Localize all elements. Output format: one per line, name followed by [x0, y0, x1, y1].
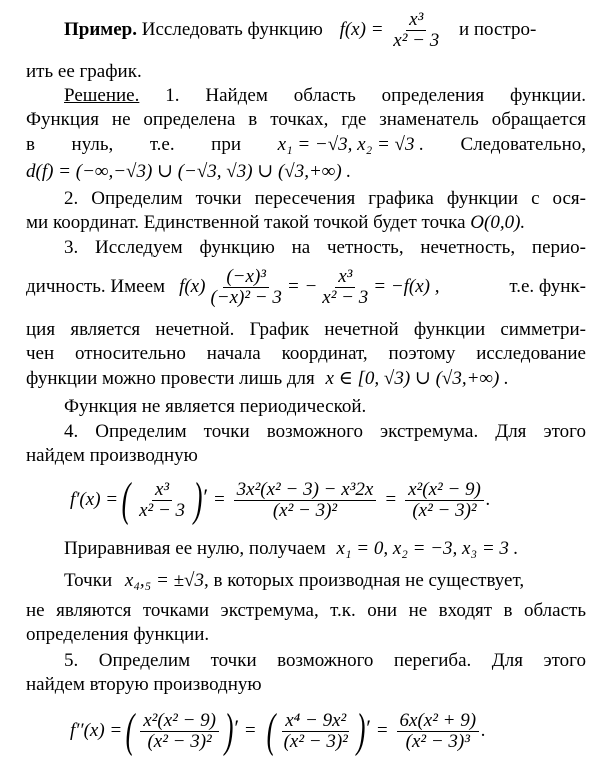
second-denominator-2: (x² − 3)²	[283, 730, 348, 752]
example-label: Пример.	[64, 18, 137, 40]
left-paren: (	[121, 473, 131, 526]
right-paren-3: )	[356, 704, 366, 757]
derivative-numerator-2: 3x²(x² − 3) − x³2x	[234, 480, 377, 501]
second-dot: .	[481, 720, 486, 741]
line-12: чен относительно начала координат, поэтому исследование	[26, 343, 586, 364]
parity-eq-minus: = −	[286, 276, 318, 297]
first-derivative-formula	[70, 470, 491, 530]
line-3-text: 1. Найдем область определения функции.	[165, 85, 586, 106]
derivative-denominator-2: (x² − 3)²	[272, 499, 338, 521]
second-derivative-lhs: f′′(x) =	[70, 720, 123, 741]
derivative-numerator-3: x²(x² − 9)	[405, 480, 484, 501]
critical-points: x₁ = 0, x₂ = −3, x₃ = 3 .	[336, 538, 519, 559]
line-18	[64, 537, 586, 561]
parity-lhs: f(x)	[179, 276, 206, 297]
second-denominator-3: (x² − 3)³	[405, 730, 470, 752]
second-eq-2: =	[375, 720, 389, 741]
second-fraction-1	[140, 711, 219, 752]
second-derivative-formula	[70, 700, 486, 762]
derivative-denominator-1: x² − 3	[139, 499, 186, 521]
second-numerator-2: x⁴ − 9x²	[282, 711, 349, 732]
fraction-denominator: x² − 3	[393, 30, 440, 51]
parity-result: = −f(x) ,	[373, 276, 440, 297]
line-5-word-a: в	[26, 134, 35, 155]
line-8-text: ми координат. Единственной такой точкой будет точка	[26, 212, 466, 233]
second-numerator-3: 6x(x² + 9)	[397, 711, 480, 732]
line-5-word-d: при	[211, 134, 242, 155]
line-14: Функция не является периодической.	[64, 396, 367, 417]
solution-label: Решение.	[64, 85, 140, 106]
line-7: 2. Определим точки пересечения графика функции с ося-	[64, 188, 586, 209]
fraction-numerator: x³	[406, 10, 426, 31]
line-5-word-c: т.е.	[149, 134, 175, 155]
derivative-fraction-3	[405, 480, 484, 521]
parity-fraction-2	[319, 267, 371, 308]
left-paren-3: (	[266, 704, 275, 757]
line-20: не являются точками экстремума, т.к. они не входят в область	[26, 600, 586, 621]
right-paren-2: )	[224, 704, 234, 757]
derivative-numerator-1: x³	[152, 480, 172, 501]
line-1	[64, 10, 586, 51]
line-9: 3. Исследуем функцию на четность, нечетность, перио-	[64, 237, 586, 258]
derivative-fraction-1	[136, 480, 188, 521]
interval-formula: x ∈ [0, √3) ∪ (√3,+∞) .	[325, 368, 509, 389]
line-13	[26, 367, 586, 391]
left-paren-2: (	[125, 704, 135, 757]
line-3	[64, 84, 586, 108]
line-5-math: x₁ = −√3, x₂ = √3 .	[277, 134, 424, 155]
line-1-tail: и постро-	[458, 18, 537, 40]
line-22: 5. Определим точки возможного перегиба. Для этого	[64, 650, 586, 671]
second-numerator-1: x²(x² − 9)	[140, 711, 219, 732]
right-paren: )	[193, 473, 203, 526]
parity-fraction-1	[207, 267, 284, 308]
parity-numerator-2: x³	[335, 267, 355, 288]
second-fraction-2	[281, 711, 351, 752]
derivative-fraction-2	[234, 480, 377, 521]
second-fraction-3	[397, 711, 480, 752]
line-2: ить ее график.	[26, 61, 142, 82]
second-eq-1: =	[243, 720, 257, 741]
prime-mark-3: ′	[364, 715, 370, 740]
line-13-text: функции можно провести лишь для	[26, 368, 315, 389]
parity-numerator-1: (−x)³	[223, 267, 269, 288]
parity-denominator-1: (−x)² − 3	[210, 286, 282, 308]
line-18-text: Приравнивая ее нулю, получаем	[64, 538, 326, 559]
line-5-word-f: Следовательно,	[460, 134, 586, 155]
line-10-text: дичность. Имеем	[26, 276, 166, 297]
function-fraction	[390, 10, 442, 51]
domain-formula: d(f) = (−∞,−√3) ∪ (−√3, √3) ∪ (√3,+∞) .	[26, 161, 352, 182]
derivative-denominator-3: (x² − 3)²	[412, 499, 477, 521]
line-23: найдем вторую производную	[26, 674, 262, 695]
second-denominator-1: (x² − 3)²	[147, 730, 212, 752]
line-4: Функция не определена в точках, где знаменатель обращается	[26, 109, 586, 130]
derivative-lhs: f′(x) =	[70, 489, 119, 510]
line-10	[26, 264, 586, 310]
line-10-tail: т.е. функ-	[509, 276, 586, 297]
line-11: ция является нечетной. График нечетной функции симметри-	[26, 319, 586, 340]
derivative-eq-2: =	[384, 489, 398, 510]
line-5	[26, 133, 586, 157]
derivative-dot: .	[485, 489, 491, 510]
line-5-word-b: нуль,	[71, 134, 114, 155]
prime-mark: ′	[202, 484, 207, 509]
line-1-text: Исследовать функцию	[141, 18, 323, 40]
line-8	[26, 211, 586, 235]
function-definition-lhs: f(x) =	[339, 18, 384, 40]
line-19	[64, 569, 586, 593]
line-21: определения функции.	[26, 624, 210, 645]
derivative-eq-1: =	[212, 489, 226, 510]
line-15: 4. Определим точки возможного экстремума. Для этого	[64, 421, 586, 442]
prime-mark-2: ′	[232, 715, 238, 740]
line-16: найдем производную	[26, 445, 198, 466]
line-19-text-a: Точки	[64, 570, 113, 591]
line-19-text-b: , в которых производная не существует,	[203, 570, 525, 591]
parity-denominator-2: x² − 3	[322, 286, 369, 308]
origin-point: O(0,0).	[470, 212, 526, 233]
singular-points: x₄,₅ = ±√3	[124, 570, 204, 591]
